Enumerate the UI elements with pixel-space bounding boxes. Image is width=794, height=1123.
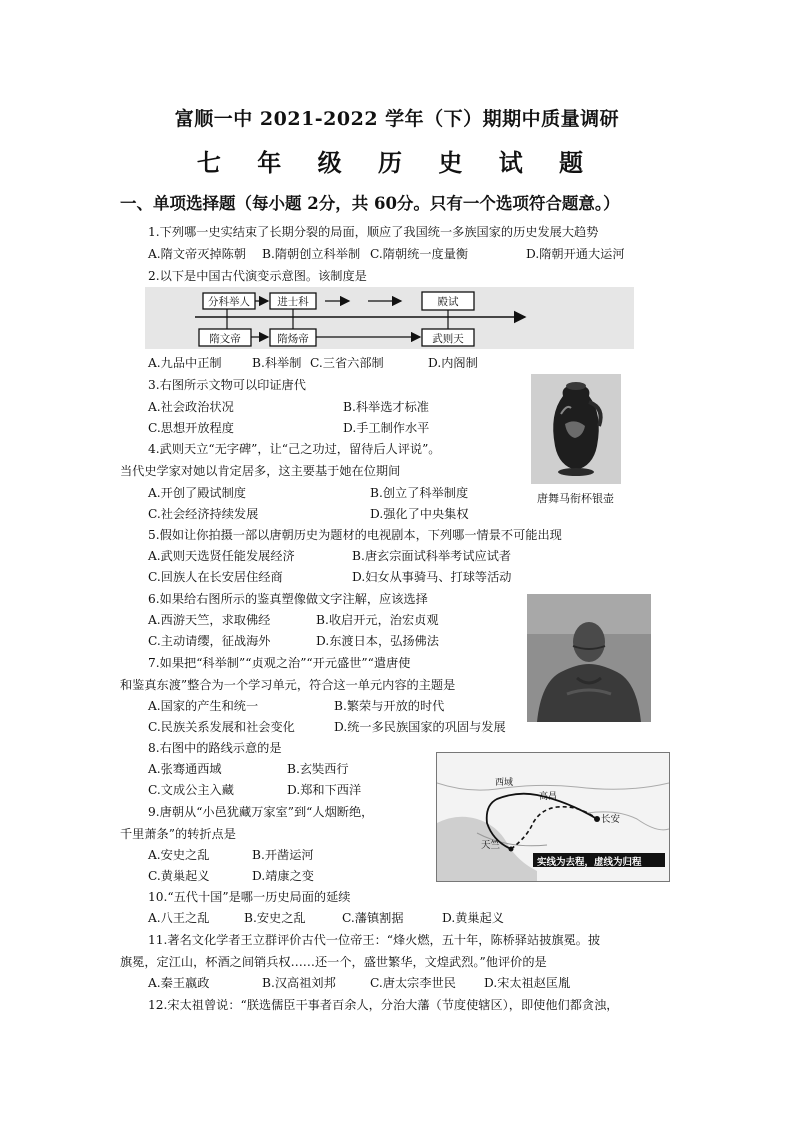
q10-option-d: D.黄巢起义 [442,911,504,925]
diagram-box-suiwendi: 隋文帝 [209,333,241,345]
jianzhen-statue-photo [527,594,651,722]
q10-option-c: C.藩镇割据 [342,911,404,925]
q4-stem-2: 当代史学家对她以肯定居多，这主要基于她在位期间 [120,464,401,478]
q1-option-c: C.隋朝统一度量衡 [370,247,469,261]
q2-option-b: B.科举制 [252,356,302,370]
q3-option-b: B.科举选才标准 [343,400,429,414]
q7-option-c: C.民族关系发展和社会变化 [148,720,295,734]
q11-stem-1: 11.著名文化学者王立群评价古代一位帝王：“烽火燃，五十年，陈桥驿站披旗冕。披 [148,933,601,947]
q3-stem: 3.右图所示文物可以印证唐代 [148,378,306,392]
q9-option-b: B.开凿运河 [252,848,314,862]
silver-pot-illustration [531,374,621,484]
q6-option-c: C.主动请缨，征战海外 [148,634,271,648]
q7-option-b: B.繁荣与开放的时代 [334,699,445,713]
q5-option-c: C.回族人在长安居住经商 [148,570,283,584]
q7-stem-2: 和鉴真东渡”整合为一个学习单元，符合这一单元内容的主题是 [120,678,456,692]
q4-option-d: D.强化了中央集权 [370,507,469,521]
diagram-box-fenke: 分科举人 [208,296,250,308]
diagram-box-jinshi: 进士科 [277,296,309,308]
q8-option-c: C.文成公主入藏 [148,783,234,797]
map-legend: 实线为去程，虚线为归程 [537,857,642,868]
q6-option-d: D.东渡日本，弘扬佛法 [316,634,439,648]
q12-stem: 12.宋太祖曾说：“朕选儒臣干事者百余人，分治大藩（节度使辖区），即使他们都贪浊， [148,998,619,1012]
q9-option-d: D.靖康之变 [252,869,314,883]
q9-stem-1: 9.唐朝从“小邑犹藏万家室”到“人烟断绝， [148,805,374,819]
jianzhen-statue-illustration [527,594,651,722]
section-heading: 一、单项选择题（每小题 2分，共 60分。只有一个选项符合题意。） [120,194,620,213]
xuanzang-route-map [436,752,670,882]
q11-stem-2: 旗冕，定江山，杯酒之间销兵权……还一个，盛世繁华，文煌武烈。”他评价的是 [120,955,547,969]
map-label-tianzhu: 天竺 [481,840,501,851]
silver-pot-caption: 唐舞马衔杯银壶 [537,492,614,505]
silver-pot-photo [531,374,621,484]
q2-option-a: A.九品中正制 [148,356,222,370]
q7-option-d: D.统一多民族国家的巩固与发展 [334,720,506,734]
q4-stem-1: 4.武则天立“无字碑”，让“己之功过，留待后人评说”。 [148,442,441,456]
q1-stem: 1.下列哪一史实结束了长期分裂的局面，顺应了我国统一多族国家的历史发展大趋势 [148,225,599,239]
q2-option-d: D.内阁制 [428,356,478,370]
diagram-box-dianshi: 殿试 [437,296,459,308]
q11-option-a: A.秦王嬴政 [148,976,210,990]
exam-title: 富顺一中 2021-2022 学年（下）期期中质量调研 [174,108,620,130]
q11-option-d: D.宋太祖赵匡胤 [484,976,571,990]
q10-option-b: B.安史之乱 [244,911,306,925]
q11-option-c: C.唐太宗李世民 [370,976,456,990]
map-label-changan: 长安 [601,814,621,825]
q4-option-c: C.社会经济持续发展 [148,507,259,521]
q3-option-d: D.手工制作水平 [343,421,430,435]
q8-stem: 8.右图中的路线示意的是 [148,741,282,755]
q6-stem: 6.如果给右图所示的鉴真塑像做文字注解，应该选择 [148,592,428,606]
q3-option-c: C.思想开放程度 [148,421,234,435]
q6-option-a: A.西游天竺，求取佛经 [148,613,271,627]
q2-option-c: C.三省六部制 [310,356,384,370]
q5-option-b: B.唐玄宗面试科举考试应试者 [352,549,512,563]
q8-option-b: B.玄奘西行 [287,762,349,776]
q4-option-a: A.开创了殿试制度 [148,486,246,500]
q5-option-a: A.武则天选贤任能发展经济 [148,549,295,563]
q3-option-a: A.社会政治状况 [148,400,234,414]
q9-option-a: A.安史之乱 [148,848,210,862]
q9-option-c: C.黄巢起义 [148,869,210,883]
exam-subtitle: 七 年 级 历 史 试 题 [196,148,598,177]
q8-option-d: D.郑和下西洋 [287,783,362,797]
map-label-xiyu: 西域 [495,778,514,788]
diagram-box-wuzetian: 武则天 [432,333,464,345]
q8-option-a: A.张骞通西域 [148,762,222,776]
q9-stem-2: 千里萧条”的转折点是 [120,827,236,841]
q7-stem-1: 7.如果把“科举制”“贞观之治”“开元盛世”“遣唐使 [148,656,411,670]
q10-stem: 10.“五代十国”是哪一历史局面的延续 [148,890,351,904]
q6-option-b: B.收启开元，治宏贞观 [316,613,439,627]
q11-option-b: B.汉高祖刘邦 [262,976,336,990]
map-label-gaochang: 高昌 [539,792,558,802]
diagram-box-suiyangdi: 隋炀帝 [277,333,309,345]
q7-option-a: A.国家的产生和统一 [148,699,259,713]
q4-option-b: B.创立了科举制度 [370,486,469,500]
q1-option-b: B.隋朝创立科举制 [262,247,361,261]
q10-option-a: A.八王之乱 [148,911,210,925]
q2-diagram [145,287,634,349]
q1-option-d: D.隋朝开通大运河 [526,247,625,261]
q5-stem: 5.假如让你拍摄一部以唐朝历史为题材的电视剧本，下列哪一情景不可能出现 [148,528,562,542]
q1-option-a: A.隋文帝灭掉陈朝 [148,247,246,261]
q5-option-d: D.妇女从事骑马、打球等活动 [352,570,512,584]
q2-stem: 2.以下是中国古代演变示意图。该制度是 [148,269,367,283]
